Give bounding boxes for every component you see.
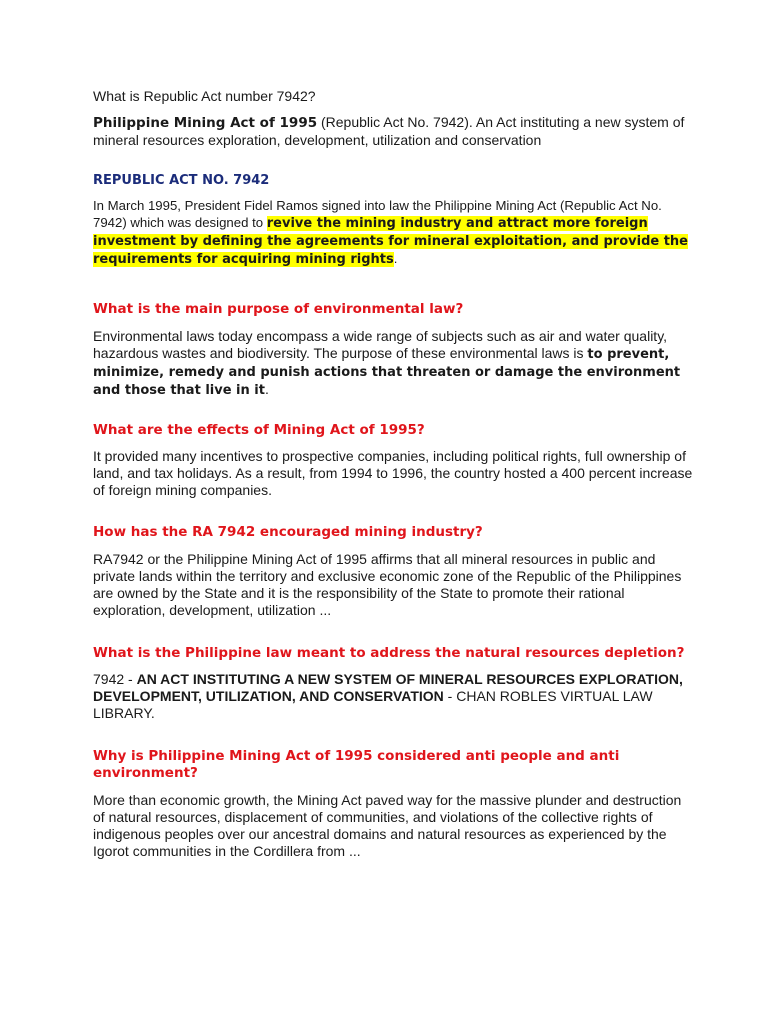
intro-paragraph (93, 114, 693, 149)
answer-anti-people: More than economic growth, the Mining Act paved way for the massive plunder and destruction of natural resources, displacement of communities, and violations of the collective rights of indigenous peoples over our ancestral domains and natural resources as experienced by the Igorot communities in the Cordillera from ... (93, 792, 682, 859)
question-effects: What are the effects of Mining Act of 1995? (93, 422, 425, 438)
ra-lead: In March 1995, President Fidel Ramos signed into law the Philippine Mining Act (Republic Act No. 7942) which was designed to (93, 198, 662, 230)
a1-lead: Environmental laws today encompass a wide range of subjects such as air and water quality, hazardous wastes and biodiversity. The purpose of these environmental laws is (93, 328, 668, 361)
question-depletion: What is the Philippine law meant to address the natural resources depletion? (93, 645, 685, 661)
a4-lead: 7942 - (93, 671, 137, 687)
question-environmental-law: What is the main purpose of environmental law? (93, 301, 464, 317)
a1-bold: to prevent, minimize, remedy and punish actions that threaten or damage the environment and those that live in it (93, 347, 681, 398)
intro-rest: (Republic Act No. 7942). An Act instituting a new system of mineral resources exploration, development, utilization and conservation (93, 114, 685, 148)
ra-paragraph (93, 197, 693, 268)
ra-highlight: revive the mining industry and attract more foreign investment by defining the agreements for mineral exploitation, and provide the requirements for acquiring mining rights (93, 216, 688, 267)
a4-tail: - CHAN ROBLES VIRTUAL LAW LIBRARY. (93, 688, 653, 721)
question-anti-people: Why is Philippine Mining Act of 1995 considered anti people and anti environment? (93, 748, 620, 781)
a1-tail: . (264, 381, 269, 397)
intro-question: What is Republic Act number 7942? (93, 88, 316, 104)
answer-environmental-law (93, 328, 693, 399)
answer-effects: It provided many incentives to prospective companies, including political rights, full ownership of land, and tax holidays. As a result, from 1994 to 1996, the country hosted a 400 percent increase of foreign mining companies. (93, 448, 693, 498)
intro-bold: Philippine Mining Act of 1995 (93, 115, 318, 131)
ra-tail: . (393, 251, 398, 266)
a4-bold: AN ACT INSTITUTING A NEW SYSTEM OF MINERAL RESOURCES EXPLORATION, DEVELOPMENT, UTILIZATION, AND CONSERVATION (93, 671, 683, 704)
answer-depletion (93, 671, 693, 722)
ra-heading: REPUBLIC ACT NO. 7942 (93, 173, 270, 188)
question-encouraged: How has the RA 7942 encouraged mining industry? (93, 524, 483, 540)
answer-encouraged: RA7942 or the Philippine Mining Act of 1995 affirms that all mineral resources in public and private lands within the territory and exclusive economic zone of the Republic of the Philippines are owned by the State and it is the responsibility of the State to promote their rational exploration, development, utilization ... (93, 551, 682, 618)
